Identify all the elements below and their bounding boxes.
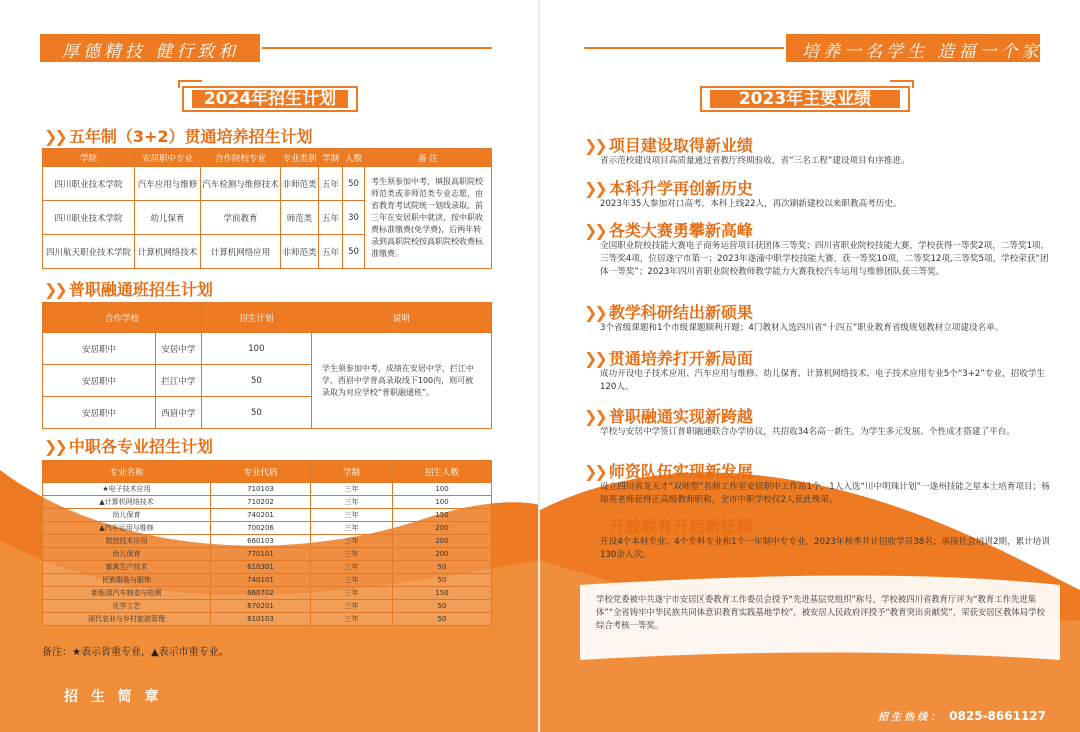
section-title-puzhi: ❯❯ 普职融通班招生计划	[44, 280, 213, 299]
achievement-heading: ❯❯ 教学科研结出新硕果	[584, 303, 753, 322]
table-row: 幼儿保育 740201 三年 150	[43, 509, 492, 522]
achievement-heading: ❯❯ 项目建设取得新业绩	[584, 136, 753, 155]
table-zhongzhi: 专业名称 专业代码 学制 招生人数 ★电子技术应用 710103 三年 100 ▲计算机网络技术 710202 三年 100 幼儿保育 740201 三年 150 ▲汽车运用与维修 700206 三年 200 数控技术应用 660103 三年 200 幼儿保育 770101 三年 200 畜禽生产技术 610301 三年 50 民族服装与服饰 740101 三年 50 新能源汽车制造与检测 660702 三年 150 化学工艺 670201 三年 50 现代农业与乡村旅游管理 610103 三年 50	[42, 460, 492, 626]
table-3plus2: 学院 安居职中专业 合作院校专业 专业类别 学制 人数 备 注 四川职业技术学院 汽车应用与维修 汽车检测与维修技术 非师范类 五年 50 考生须参加中考，填报高职院校师范类或非师范类专业志愿，由省教育考试院统一划线录取。前三年在安居职中就读，按中职收费标准缴费(免学费)，后两年转录到高职院校按高职院校收费标准缴费。 四川职业技术学院 幼儿保育 学前教育 师范类 五年 30 四川航天职业技术学院 计算机网络技术 计算机网络应用 非师范类 五年 50	[42, 148, 492, 269]
table-note: 学生须参加中考，成绩在安居中学、拦江中学、西眉中学普高录取线下100内，则可被录取为对应学校“普职融通班”。	[311, 333, 491, 429]
table-row: 四川职业技术学院 幼儿保育 学前教育 师范类 五年 30	[43, 201, 492, 235]
hotline: 招生热线： 0825-8661127	[878, 709, 1046, 723]
achievement-heading: ❯❯ 普职融通实现新跨越	[584, 407, 753, 426]
right-page-title: 2023年主要业绩	[700, 86, 910, 112]
achievement-text: 3个省级课题和1个市级课题顺利开题；4门教材入选四川省“十四五”职业教育省级规划教材立项建设名单。	[600, 323, 1004, 333]
achievement-heading: ❯❯ 贯通培养打开新局面	[584, 349, 753, 368]
achievement-text: 学校与安居中学签订普职融通联合办学协议，共招收34名高一新生，为学生多元发展、个性成才搭建了平台。	[600, 427, 1015, 437]
section-title-zhongzhi: ❯❯ 中职各专业招生计划	[44, 437, 213, 456]
left-motto: 厚德精技 健行致和	[62, 42, 240, 62]
table-row: 安居职中 拦江中学 50	[43, 365, 492, 397]
achievement-text: 成功开设电子技术应用、汽车应用与维修、幼儿保育、计算机网络技术、电子技术应用专业5个“3+2”专业，招收学生120人。	[600, 369, 1046, 392]
table-row: 四川职业技术学院 汽车应用与维修 汽车检测与维修技术 非师范类 五年 50 考生须参加中考，填报高职院校师范类或非师范类专业志愿，由省教育考试院统一划线录取。前三年在安居职中就读，按中职收费标准缴费(免学费)，后两年转录到高职院校按高职院校收费标准缴费。	[43, 167, 492, 201]
right-page	[540, 0, 1080, 732]
achievement-text: 2023年35人参加对口高考，本科上线22人，再次刷新建校以来职教高考历史。	[600, 199, 902, 209]
closing-paragraph: 学校党委被中共遂宁市安居区委教育工作委员会授予“先进基层党组织”称号，学校被四川省教育厅评为“教育工作先进集体”“全省铸牢中华民族共同体意识教育实践基地学校”，被安居人民政府评授予“教育突出贡献奖”，荣获安居区教体局学校综合考核一等奖。	[596, 594, 1045, 630]
achievement-text: 开设4个本科专业、4个专科专业和1个一年制中专专业，2023年秋季共计招收学员38名；承接社会培训2期，累计培训130余人次。	[600, 537, 1050, 560]
table-row: ▲汽车运用与维修 700206 三年 200	[43, 522, 492, 535]
table-row: 化学工艺 670201 三年 50	[43, 600, 492, 613]
table-row: 民族服装与服饰 740101 三年 50	[43, 574, 492, 587]
table-puzhi: 合作学校 招生计划 说明 安居职中 安居中学 100 学生须参加中考，成绩在安居中学、拦江中学、西眉中学普高录取线下100内，则可被录取为对应学校“普职融通班”。 安居职中 拦江中学 50 安居职中 西眉中学 50	[42, 302, 492, 429]
achievement-text: 设立四川省龙天才“双师型”名师工作室安居职中工作站1个，1人入选“川中明珠计划”一遂州技能之星本土培育项目；杨琼英老师获得正高级教师职称，全市中职学校仅2人获此殊荣。	[600, 482, 1050, 505]
achievement-heading: ❯❯ 各类大赛勇攀新高峰	[584, 221, 753, 240]
legend-note: 备注：★表示省重专业，▲表示市重专业。	[42, 647, 229, 658]
achievement-text: 全国职业院校技能大赛电子商务运营项目获团体三等奖；四川省职业院校技能大赛，学校获得一等奖2项，二等奖1项，三等奖4项，位居遂宁市第一；2023年遂潼中职学校技能大赛，获一等奖10项，二等奖12项,三等奖5项，学校荣获“团体一等奖”；2023年四川省职业院校教师教学能力大赛我校汽车运用与维修团队获三等奖。	[600, 241, 1050, 277]
left-banner	[0, 34, 540, 62]
table-note: 考生须参加中考，填报高职院校师范类或非师范类专业志愿，由省教育考试院统一划线录取。前三年在安居职中就读，按中职收费标准缴费(免学费)，后两年转录到高职院校按高职院校收费标准缴费。	[365, 167, 492, 269]
table-row: 数控技术应用 660103 三年 200	[43, 535, 492, 548]
right-motto: 培养一名学生 造福一个家庭	[802, 42, 1064, 62]
table-row: 幼儿保育 770101 三年 200	[43, 548, 492, 561]
right-banner	[540, 34, 1080, 62]
table-row: 现代农业与乡村旅游管理 610103 三年 50	[43, 613, 492, 626]
table-row: 四川航天职业技术学院 计算机网络技术 计算机网络应用 非师范类 五年 50	[43, 235, 492, 269]
section-title-3plus2: ❯❯ 五年制（3+2）贯通培养招生计划	[44, 127, 313, 146]
left-page-title: 2024年招生计划	[182, 86, 358, 112]
table-row: 安居职中 安居中学 100 学生须参加中考，成绩在安居中学、拦江中学、西眉中学普高录取线下100内，则可被录取为对应学校“普职融通班”。	[43, 333, 492, 365]
achievement-heading: ❯❯ 本科升学再创新历史	[584, 179, 753, 198]
achievement-heading: ❯❯ 开放教育开启新征程	[584, 517, 753, 536]
hotline-number: 0825-8661127	[949, 709, 1046, 723]
table-row: 安居职中 西眉中学 50	[43, 397, 492, 429]
table-row: ★电子技术应用 710103 三年 100	[43, 483, 492, 496]
achievement-text: 省示范校建设项目高质量通过省教厅终期验收，省“三名工程”建设项目有序推进。	[600, 156, 910, 166]
table-row: 畜禽生产技术 610301 三年 50	[43, 561, 492, 574]
footer-brochure: 招 生 简 章	[64, 689, 163, 705]
achievement-heading: ❯❯ 师资队伍实现新发展	[584, 462, 753, 481]
table-row: ▲计算机网络技术 710202 三年 100	[43, 496, 492, 509]
table-row: 新能源汽车制造与检测 660702 三年 150	[43, 587, 492, 600]
